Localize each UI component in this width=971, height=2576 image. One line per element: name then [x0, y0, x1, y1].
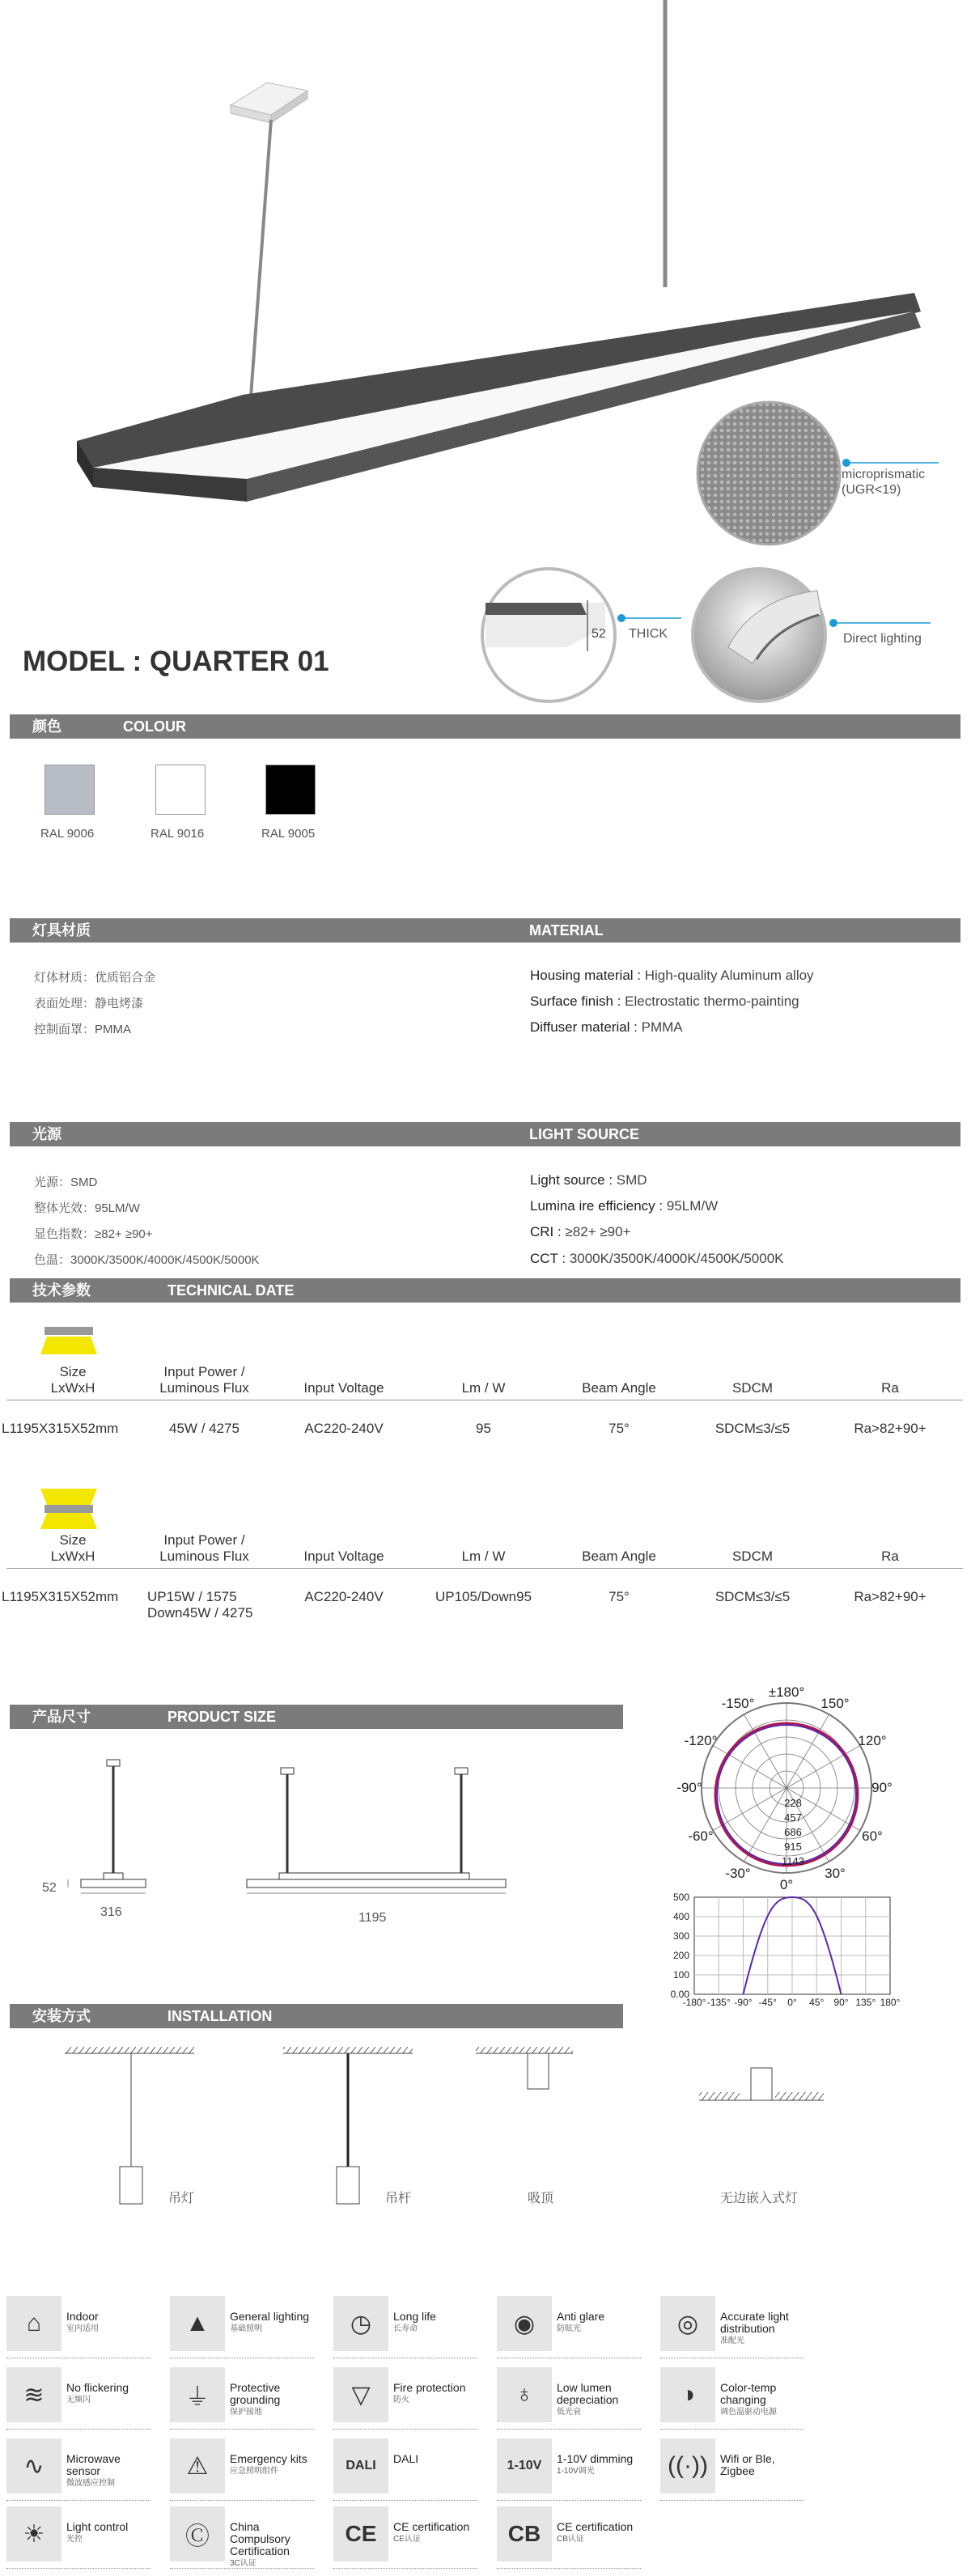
technical-en: TECHNICAL DATE — [167, 1282, 295, 1299]
table-cell: UP15W / 1575 Down45W / 4275 — [147, 1589, 253, 1621]
feature-label-en: Color-temp changing — [720, 2381, 777, 2406]
feature-label-cn: 基础照明 — [230, 2324, 262, 2333]
feature-label-en: Anti glare — [557, 2310, 605, 2323]
table-divider — [6, 1568, 963, 1569]
light-en-line: CCT : 3000K/3500K/4000K/4500K/5000K — [530, 1251, 784, 1266]
table-header: SDCM — [731, 1380, 774, 1396]
feature-divider — [170, 2500, 314, 2501]
table-cell: SDCM≤3/≤5 — [714, 1421, 791, 1436]
feature-label-en: No flickering — [66, 2381, 129, 2394]
beam-x-tick: -180° — [682, 1997, 706, 2008]
direct-lighting-label: Direct lighting — [843, 632, 922, 646]
table-header: Lm / W — [461, 1380, 506, 1396]
feature-label-cn: 防火 — [393, 2396, 409, 2404]
light-cn-line: 光源：SMD — [34, 1176, 98, 1189]
swatch-ral-9005 — [265, 765, 316, 815]
feature-label — [557, 2382, 657, 2418]
material-cn-line: 控制面罩：PMMA — [34, 1023, 132, 1036]
feature-label-cn: 微波感应控制 — [66, 2479, 115, 2488]
feature-label-cn: 防眩光 — [557, 2324, 581, 2333]
beam-x-tick: 45° — [809, 1997, 825, 2008]
microprismatic-label: microprismatic — [842, 468, 926, 481]
thick-value: 52 — [592, 627, 606, 641]
eye-icon: ◉ — [497, 2296, 552, 2351]
beam-x-tick: -135° — [706, 1997, 731, 2008]
feature-label — [66, 2311, 167, 2335]
downlight-symbol-icon — [40, 1327, 97, 1354]
feature-label-en: Wifi or Ble, Zigbee — [720, 2452, 775, 2477]
wifi-icon: ((·)) — [660, 2438, 715, 2493]
light-source-section-bar — [10, 1122, 960, 1146]
beam-x-tick: 180° — [880, 1997, 901, 2008]
table-cell: AC220-240V — [304, 1421, 384, 1436]
table-header: Input Power / Luminous Flux — [159, 1532, 249, 1564]
clock-icon: ◷ — [333, 2296, 388, 2351]
feature-label-cn: 低光衰 — [557, 2408, 581, 2417]
beam-y-tick: 400 — [672, 1911, 689, 1922]
swatch-label: RAL 9016 — [151, 827, 205, 841]
material-cn: 灯具材质 — [32, 922, 91, 938]
table-cell: AC220-240V — [304, 1589, 384, 1604]
polar-angle-label: 0° — [779, 1877, 794, 1892]
feature-label-en: China Compulsory Certification — [230, 2520, 290, 2557]
feature-label — [557, 2311, 657, 2335]
table-header: Input Power / Luminous Flux — [159, 1364, 249, 1396]
light-cn-line: 整体光效：95LM/W — [34, 1201, 140, 1215]
feature-label-en: Emergency kits — [230, 2452, 307, 2465]
polar-angle-label: ±180° — [768, 1684, 805, 1700]
table-header: Beam Angle — [582, 1549, 656, 1564]
feature-label-cn: CB认证 — [557, 2535, 584, 2544]
table-cell: Ra>82+90+ — [854, 1589, 926, 1604]
material-en-line: Diffuser material : PMMA — [530, 1019, 683, 1035]
beam-y-tick: 500 — [672, 1893, 689, 1903]
table-cell: 75° — [608, 1589, 630, 1604]
dimension-length: 1195 — [358, 1911, 387, 1925]
feature-label — [230, 2521, 330, 2570]
polar-angle-label: -60° — [688, 1828, 714, 1844]
polar-light-distribution-chart — [664, 1679, 971, 1921]
feature-label-cn: 保护接地 — [230, 2408, 262, 2417]
polar-ring-label: 228 — [784, 1797, 802, 1809]
feature-label-cn: 应急照明组件 — [230, 2467, 278, 2476]
dimming-icon: 1-10V — [497, 2438, 552, 2493]
beam-y-tick: 300 — [672, 1930, 689, 1942]
feature-divider — [170, 2568, 314, 2569]
feature-label-cn: 长寿命 — [393, 2324, 418, 2333]
table-header: Lm / W — [461, 1549, 506, 1564]
feature-divider — [497, 2500, 641, 2501]
feature-label-cn: CE认证 — [393, 2535, 421, 2544]
feature-label-cn: 1-10V调光 — [557, 2467, 595, 2476]
feature-divider — [333, 2568, 477, 2569]
feature-label — [720, 2382, 820, 2418]
feature-divider — [6, 2500, 151, 2501]
distribution-icon: ◎ — [660, 2296, 715, 2351]
feature-label-en: DALI — [393, 2452, 419, 2465]
polar-angle-label: 60° — [862, 1828, 883, 1844]
cb-icon: CB — [497, 2506, 552, 2561]
house-icon: ⌂ — [6, 2296, 61, 2351]
ground-icon: ⏚ — [170, 2367, 225, 2422]
technical-cn: 技术参数 — [32, 1282, 91, 1299]
beam-x-tick: 0° — [787, 1997, 797, 2008]
feature-label — [230, 2382, 330, 2418]
light-cn-line: 显色指数：≥82+ ≥90+ — [34, 1227, 153, 1241]
installation-section-bar — [10, 2004, 623, 2028]
beam-intensity-chart — [655, 1893, 971, 2015]
feature-label — [720, 2453, 820, 2477]
feature-label-cn: 室内适用 — [66, 2324, 99, 2333]
beam-y-tick: 200 — [672, 1950, 689, 1961]
polar-ring-label: 1143 — [782, 1855, 804, 1867]
feature-label — [393, 2382, 494, 2406]
feature-divider — [333, 2500, 477, 2501]
feature-label-en: Protective grounding — [230, 2381, 281, 2406]
feature-label — [720, 2311, 820, 2347]
beam-y-tick: 0.00 — [670, 1989, 689, 2000]
feature-label — [557, 2453, 657, 2477]
install-label-recessed: 无边嵌入式灯 — [720, 2192, 799, 2205]
polar-angle-label: 30° — [825, 1866, 846, 1881]
table-cell: L1195X315X52mm — [2, 1421, 119, 1436]
install-label-surface: 吸顶 — [528, 2192, 554, 2205]
product-cn: 产品尺寸 — [32, 1709, 91, 1725]
table-cell: Ra>82+90+ — [854, 1421, 926, 1436]
model-title: MODEL : QUARTER 01 — [23, 646, 329, 677]
light-en-line: Lumina ire efficiency : 95LM/W — [530, 1198, 719, 1214]
table-header: Size LxWxH — [50, 1532, 95, 1564]
light-en: LIGHT SOURCE — [529, 1126, 640, 1142]
material-en: MATERIAL — [529, 922, 604, 938]
table-header: Size LxWxH — [50, 1364, 95, 1396]
ccc-icon: Ⓒ — [170, 2506, 225, 2561]
installation-en: INSTALLATION — [167, 2008, 273, 2024]
feature-label — [66, 2382, 167, 2406]
sun-icon: ☀ — [6, 2506, 61, 2561]
material-en-line: Surface finish : Electrostatic thermo-painting — [530, 994, 799, 1009]
feature-label-en: Microwave sensor — [66, 2452, 121, 2477]
dali-icon: DALI — [333, 2438, 388, 2493]
colour-en: COLOUR — [123, 718, 186, 735]
feature-label — [557, 2521, 657, 2545]
feature-label-en: CE certification — [393, 2520, 470, 2533]
feature-divider — [6, 2568, 151, 2569]
material-section-bar — [10, 918, 960, 943]
table-header: Input Voltage — [303, 1380, 384, 1396]
ce-icon: CE — [333, 2506, 388, 2561]
table-cell: 45W / 4275 — [169, 1421, 240, 1436]
feature-label — [393, 2453, 494, 2465]
table-header: Input Voltage — [303, 1549, 384, 1564]
feature-label-en: Long life — [393, 2310, 436, 2323]
beam-x-tick: -90° — [734, 1997, 753, 2008]
feature-label-cn: 光控 — [66, 2535, 83, 2544]
feature-label — [393, 2311, 494, 2335]
feature-label — [66, 2453, 167, 2489]
feature-label-cn: 无频闪 — [66, 2396, 91, 2404]
swatch-ral-9016 — [155, 765, 206, 815]
color-wheel-icon: ◑ — [660, 2367, 715, 2422]
colour-cn: 颜色 — [32, 718, 61, 735]
light-cn-line: 色温：3000K/3500K/4000K/4500K/5000K — [34, 1253, 260, 1267]
table-header: Ra — [881, 1380, 899, 1396]
feature-label — [66, 2521, 167, 2545]
feature-label-en: Accurate light distribution — [720, 2310, 789, 2335]
dimension-width: 316 — [100, 1905, 122, 1919]
polar-ring-label: 915 — [784, 1841, 802, 1853]
fire-icon: ▽ — [333, 2367, 388, 2422]
no-flicker-icon: ≋ — [6, 2367, 61, 2422]
beam-x-tick: 135° — [855, 1997, 876, 2008]
feature-label-en: General lighting — [230, 2310, 310, 2323]
polar-angle-label: -150° — [721, 1696, 755, 1711]
material-cn-line: 表面处理：静电烤漆 — [34, 997, 144, 1010]
polar-angle-label: -30° — [725, 1866, 751, 1881]
polar-ring-label: 457 — [784, 1811, 802, 1824]
feature-label — [230, 2311, 330, 2335]
general-lighting-icon: ▲ — [170, 2296, 225, 2351]
table-header: Beam Angle — [582, 1380, 656, 1396]
polar-angle-label: 150° — [820, 1696, 850, 1711]
feature-label-en: Indoor — [66, 2310, 99, 2323]
feature-divider — [660, 2500, 804, 2501]
product-hero-illustration — [0, 0, 971, 704]
technical-section-bar — [10, 1278, 960, 1303]
swatch-label: RAL 9006 — [40, 827, 95, 841]
feature-divider — [497, 2429, 641, 2430]
feature-divider — [6, 2429, 151, 2430]
light-en-line: CRI : ≥82+ ≥90+ — [530, 1224, 631, 1239]
polar-angle-label: 90° — [871, 1780, 893, 1795]
feature-divider — [660, 2429, 804, 2430]
feature-label-cn: 调色温驱动电源 — [720, 2408, 777, 2417]
product-size-section-bar — [10, 1705, 623, 1729]
polar-angle-label: -90° — [676, 1780, 702, 1795]
emergency-icon: ⚠ — [170, 2438, 225, 2493]
table-header: SDCM — [731, 1549, 774, 1564]
feature-label-cn: 3C认证 — [230, 2559, 257, 2568]
table-cell: SDCM≤3/≤5 — [714, 1589, 791, 1604]
install-label-rod: 吊杆 — [385, 2192, 412, 2205]
swatch-label: RAL 9005 — [261, 827, 316, 841]
installation-cn: 安装方式 — [32, 2008, 91, 2024]
table-cell: 75° — [608, 1421, 630, 1436]
up-down-light-symbol-icon — [40, 1489, 97, 1529]
table-header: Ra — [881, 1549, 899, 1564]
swatch-ral-9006 — [45, 765, 95, 815]
feature-label-cn: 准配光 — [720, 2337, 744, 2345]
polar-angle-label: 120° — [858, 1733, 887, 1748]
feature-label — [393, 2521, 494, 2545]
feature-divider — [170, 2429, 314, 2430]
microwave-icon: ∿ — [6, 2438, 61, 2493]
feature-label-en: Low lumen depreciation — [557, 2381, 619, 2406]
ugr-label: (UGR<19) — [842, 483, 901, 497]
product-en: PRODUCT SIZE — [167, 1709, 277, 1725]
colour-section-bar — [10, 714, 960, 739]
polar-ring-label: 686 — [784, 1826, 802, 1838]
beam-x-tick: -45° — [758, 1997, 777, 2008]
material-cn-line: 灯体材质：优质铝合金 — [34, 971, 156, 985]
install-label-pendant: 吊灯 — [168, 2192, 195, 2205]
feature-label-en: 1-10V dimming — [557, 2452, 634, 2465]
light-en-line: Light source : SMD — [530, 1172, 647, 1188]
table-cell: 95 — [476, 1421, 491, 1436]
polar-angle-label: -120° — [684, 1733, 718, 1748]
thick-label: THICK — [629, 627, 668, 641]
material-en-line: Housing material : High-quality Aluminum alloy — [530, 968, 814, 983]
beam-y-tick: 100 — [672, 1969, 689, 1981]
light-cn: 光源 — [32, 1126, 61, 1142]
bulb-icon: ♁ — [497, 2367, 552, 2422]
feature-label-en: CE certification — [557, 2520, 634, 2533]
feature-label-en: Light control — [66, 2520, 129, 2533]
feature-label-en: Fire protection — [393, 2381, 466, 2394]
feature-divider — [497, 2568, 641, 2569]
feature-divider — [333, 2429, 477, 2430]
beam-x-tick: 90° — [833, 1997, 849, 2008]
table-cell: L1195X315X52mm — [2, 1589, 119, 1604]
dimension-height: 52 — [42, 1881, 57, 1895]
table-cell: UP105/Down95 — [435, 1589, 532, 1604]
feature-label — [230, 2453, 330, 2477]
